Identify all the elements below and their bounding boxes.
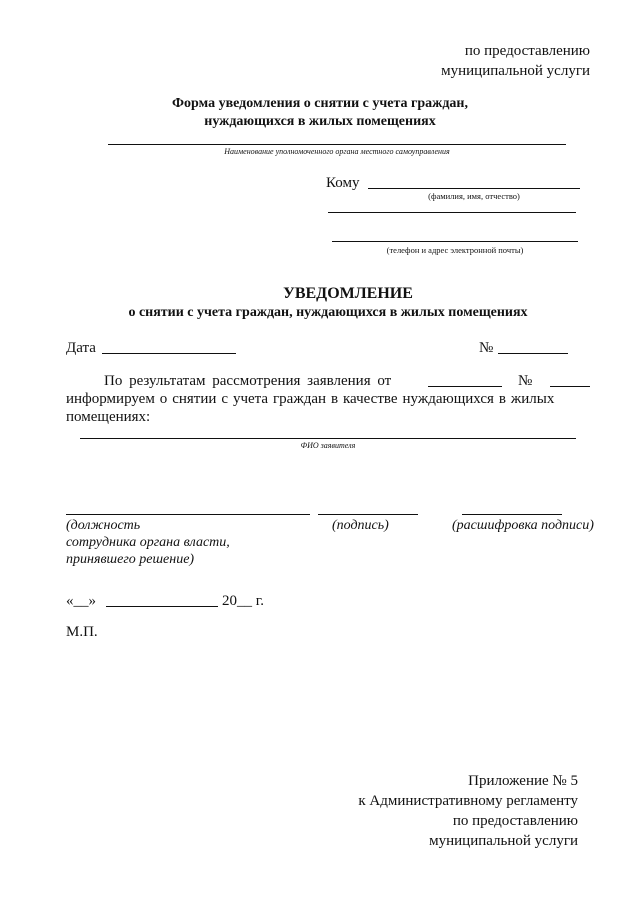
decode-label: (расшифровка подписи) xyxy=(452,518,594,533)
authority-line xyxy=(108,144,566,145)
applicant-caption: ФИО заявителя xyxy=(300,441,356,450)
footer-line2: к Административному регламенту xyxy=(358,793,578,809)
application-date-line xyxy=(428,386,502,387)
number-label: № xyxy=(479,340,494,356)
body-line1-part1: По результатам рассмотрения заявления от xyxy=(104,373,392,389)
sign-label: (подпись) xyxy=(332,518,389,533)
recipient-name-line xyxy=(368,188,580,189)
footer-line4: муниципальной услуги xyxy=(429,833,578,849)
date-year: 20__ г. xyxy=(222,593,264,609)
footer-line3: по предоставлению xyxy=(452,813,578,829)
header-top-line1: по предоставлению xyxy=(464,43,590,59)
form-title-line1: Форма уведомления о снятии с учета граждан, xyxy=(172,96,468,111)
notice-title: УВЕДОМЛЕНИЕ xyxy=(283,285,413,302)
recipient-extra-line xyxy=(328,212,576,213)
recipient-name-caption: (фамилия, имя, отчество) xyxy=(428,191,520,201)
date-quote: «__» xyxy=(66,593,96,609)
date-line xyxy=(102,353,236,354)
footer-line1: Приложение № 5 xyxy=(468,773,578,789)
stamp-label: М.П. xyxy=(66,624,98,640)
body-line1-number: № xyxy=(518,373,533,389)
authority-caption: Наименование уполномоченного органа местного самоуправления xyxy=(224,147,450,156)
application-number-line xyxy=(550,386,590,387)
number-line xyxy=(498,353,568,354)
position-line xyxy=(66,514,310,515)
position-label-line3: принявшего решение) xyxy=(66,552,195,567)
body-line3: помещениях: xyxy=(66,409,151,425)
form-title-line2: нуждающихся в жилых помещениях xyxy=(204,114,436,129)
applicant-line xyxy=(80,438,576,439)
body-line2: информируем о снятии с учета граждан в качестве нуждающихся в жилых xyxy=(66,391,555,407)
notice-subtitle: о снятии с учета граждан, нуждающихся в жилых помещениях xyxy=(128,305,528,320)
position-label-line1: (должность xyxy=(66,518,141,533)
date-month-line xyxy=(106,606,218,607)
position-label-line2: сотрудника органа власти, xyxy=(66,535,230,550)
decode-line xyxy=(462,514,562,515)
recipient-contact-line xyxy=(332,241,578,242)
header-top-line2: муниципальной услуги xyxy=(441,63,590,79)
recipient-contact-caption: (телефон и адрес электронной почты) xyxy=(386,245,524,255)
sign-line xyxy=(318,514,418,515)
date-label: Дата xyxy=(66,340,96,356)
to-label: Кому xyxy=(326,175,360,191)
